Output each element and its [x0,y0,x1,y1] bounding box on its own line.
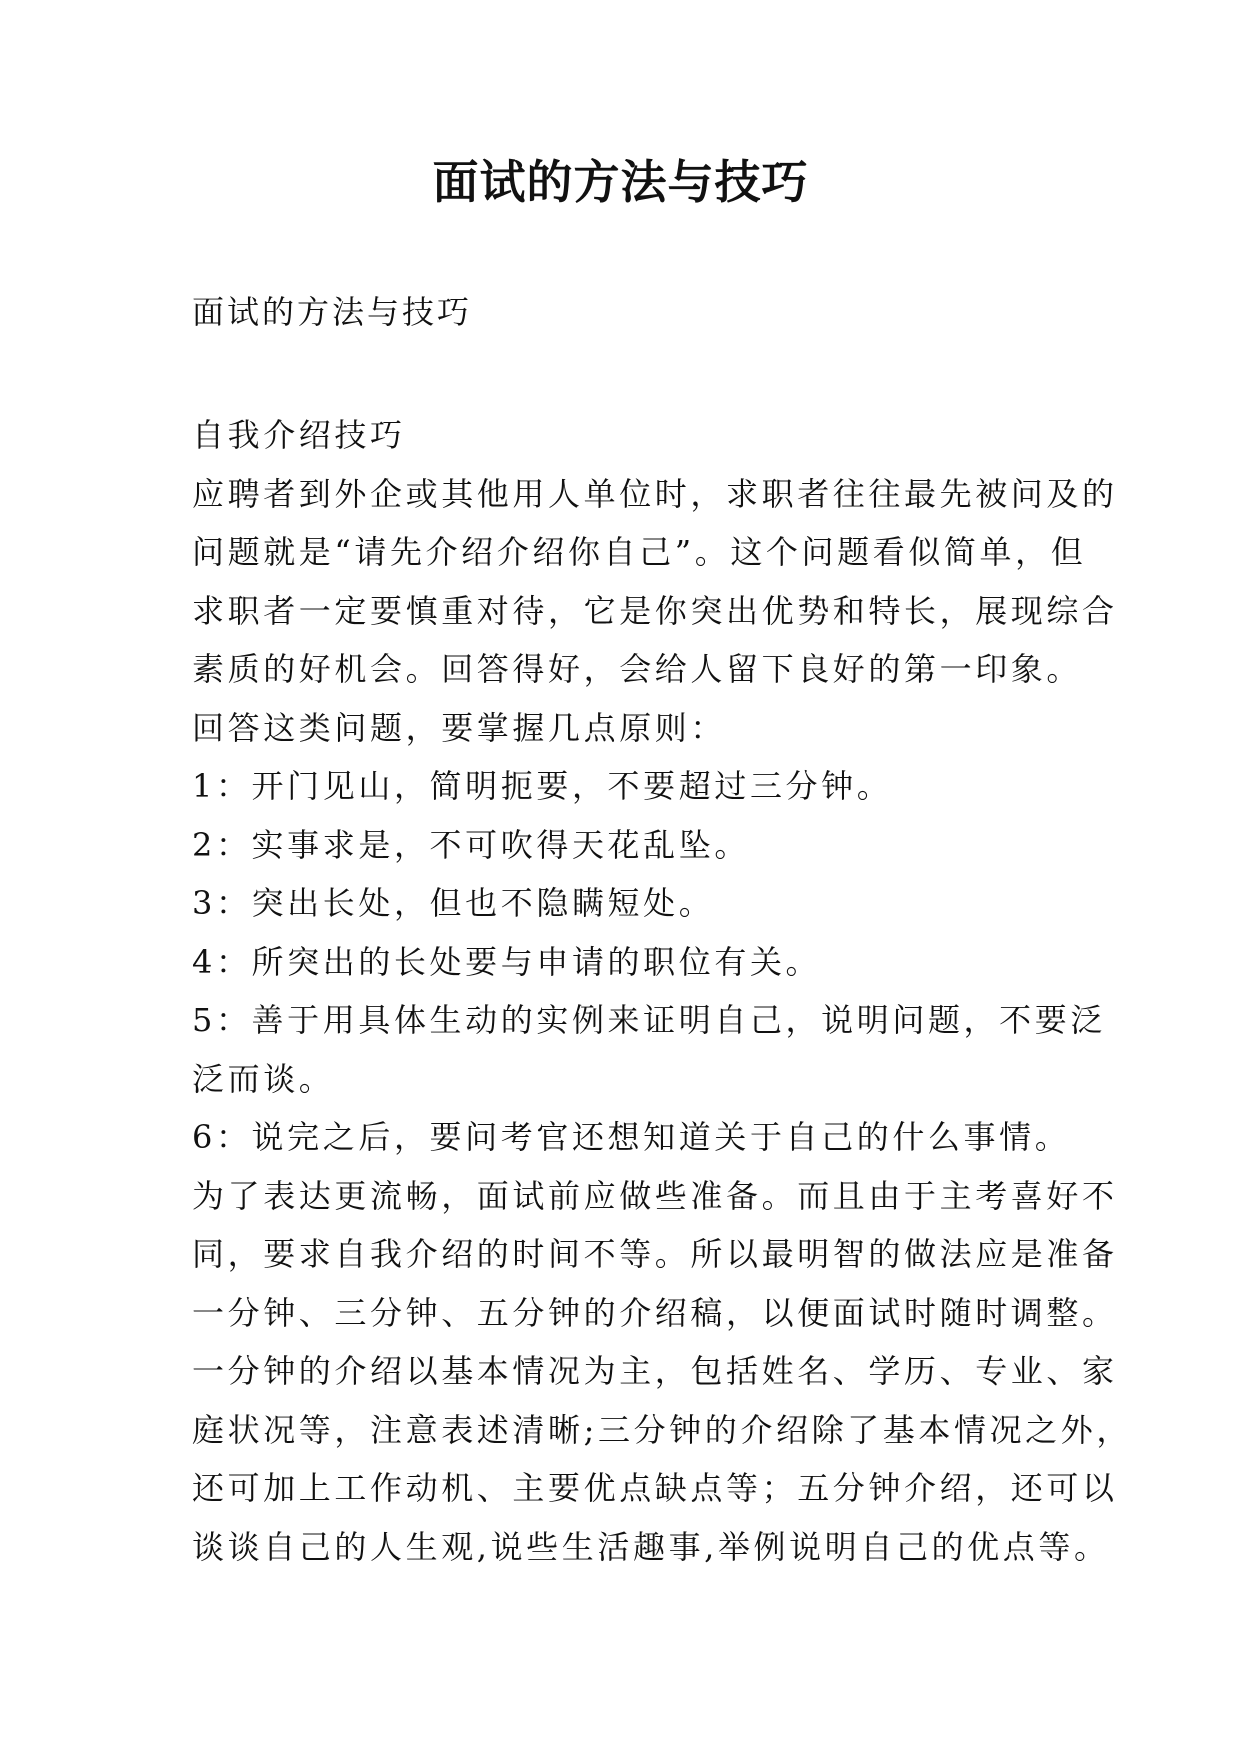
body-line: 一分钟、三分钟、五分钟的介绍稿，以便面试时随时调整。 [192,1293,1118,1332]
principle-item: 2：实事求是，不可吹得天花乱坠。 [192,825,750,864]
principle-item-continued: 泛而谈。 [192,1059,335,1098]
body-line: 应聘者到外企或其他用人单位时，求职者往往最先被问及的 [192,474,1118,513]
principle-item: 6：说完之后，要问考官还想知道关于自己的什么事情。 [192,1118,1071,1156]
principle-item: 1：开门见山，简明扼要，不要超过三分钟。 [192,767,893,805]
principle-item: 5：善于用具体生动的实例来证明自己，说明问题，不要泛 [192,1001,1106,1039]
body-line: 问题就是“请先介绍介绍你自己”。这个问题看似简单，但 [192,533,1087,571]
body-line: 谈谈自己的人生观,说些生活趣事,举例说明自己的优点等。 [192,1527,1110,1566]
body-line: 同，要求自我介绍的时间不等。所以最明智的做法应是准备 [192,1235,1118,1273]
body-line: 回答这类问题，要掌握几点原则： [192,708,727,747]
principle-item: 4：所突出的长处要与申请的职位有关。 [192,942,822,981]
body-line: 求职者一定要慎重对待，它是你突出优势和特长，展现综合 [192,591,1118,630]
section-heading: 自我介绍技巧 [192,416,406,454]
body-line: 庭状况等，注意表述清晰;三分钟的介绍除了基本情况之外， [192,1410,1132,1449]
document-title: 面试的方法与技巧 [432,155,809,209]
body-line: 为了表达更流畅，面试前应做些准备。而且由于主考喜好不 [192,1176,1118,1215]
principle-item: 3：突出长处，但也不隐瞒短处。 [192,884,715,922]
body-line: 一分钟的介绍以基本情况为主，包括姓名、学历、专业、家 [192,1352,1118,1390]
document-subtitle: 面试的方法与技巧 [192,293,473,331]
body-line: 还可加上工作动机、主要优点缺点等；五分钟介绍，还可以 [192,1469,1118,1507]
body-line: 素质的好机会。回答得好，会给人留下良好的第一印象。 [192,650,1083,688]
document-body [192,406,1132,1576]
